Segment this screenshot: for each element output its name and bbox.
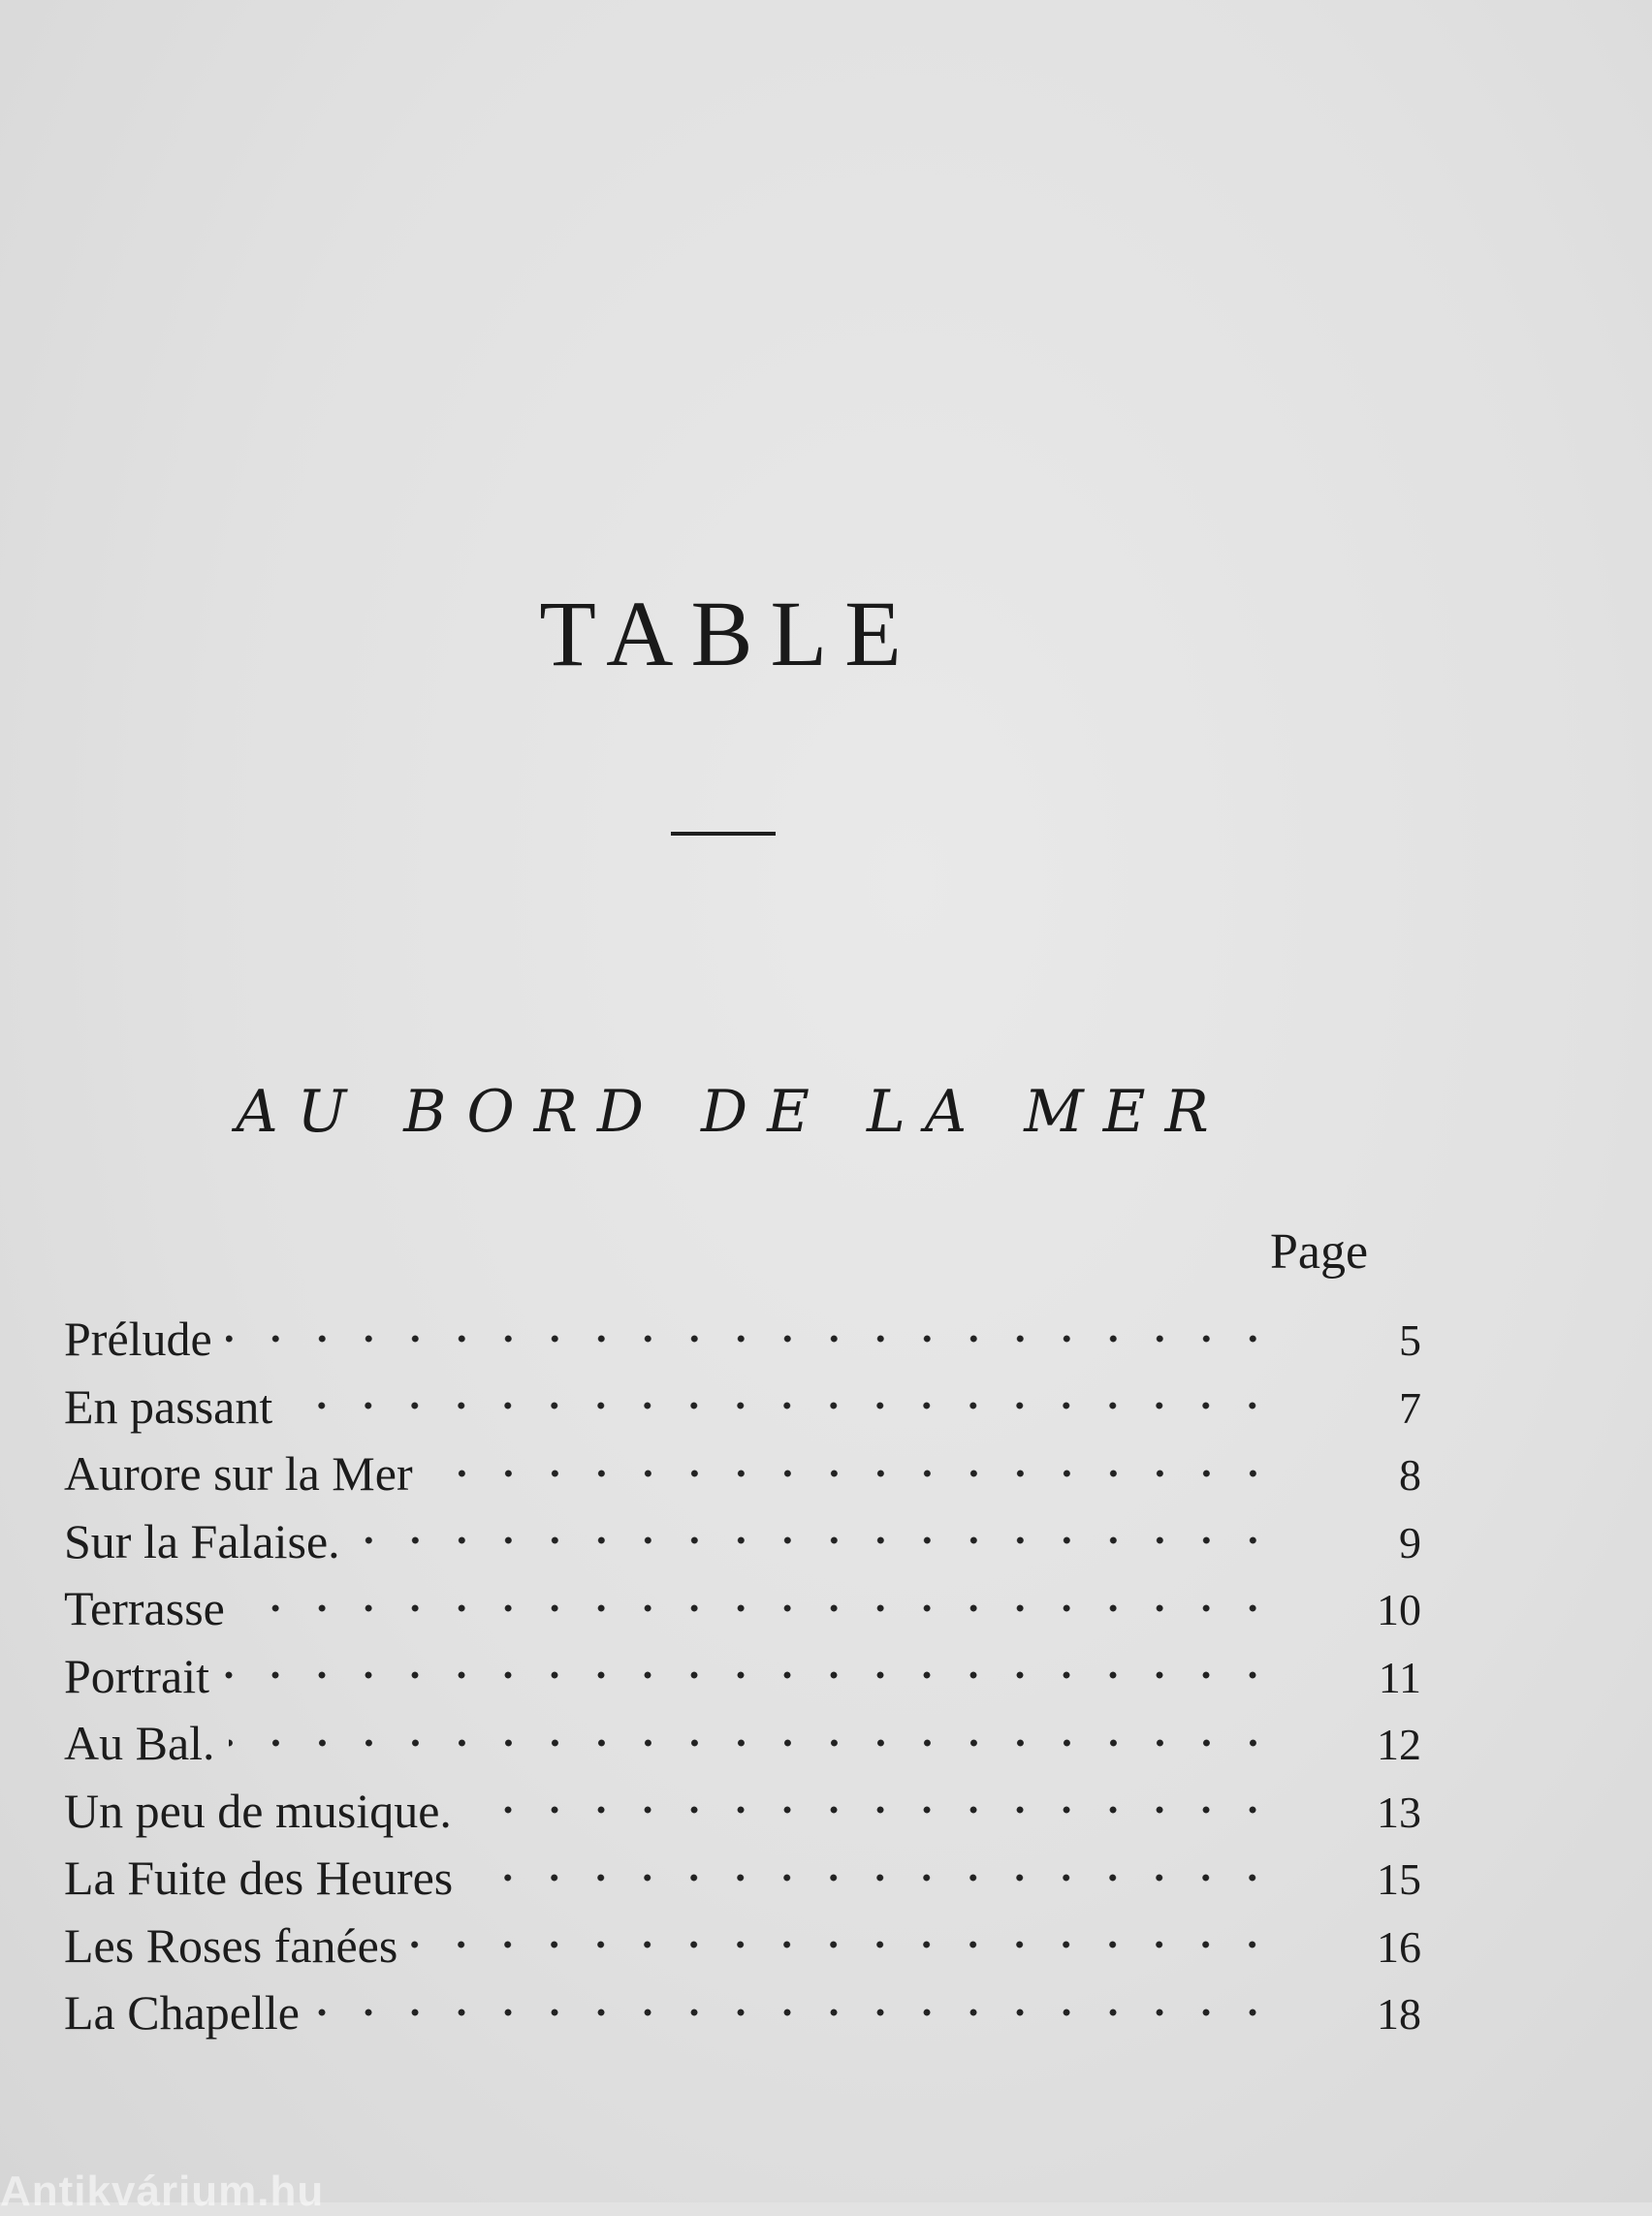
toc-entry — [64, 1378, 1421, 1446]
toc-entry-page: 11 — [1378, 1652, 1421, 1702]
section-heading: AU BORD DE LA MER — [236, 1078, 1228, 1146]
toc-entry-title: Sur la Falaise. — [64, 1513, 340, 1568]
dot-leader — [226, 1334, 1276, 1344]
dot-leader — [465, 1805, 1276, 1815]
watermark-text: Antikvárium.hu — [0, 2168, 325, 2215]
toc-entry-title: Aurore sur la Mer — [64, 1446, 413, 1501]
toc-entry-page: 12 — [1377, 1720, 1421, 1769]
toc-entry-title: La Chapelle — [64, 1985, 300, 2040]
toc-entry-title: Les Roses fanées — [64, 1917, 398, 1973]
toc-entry — [64, 1917, 1421, 1985]
toc-entry — [64, 1445, 1421, 1513]
toc-entry-title: Portrait — [64, 1648, 209, 1703]
toc-entry-page: 13 — [1377, 1787, 1421, 1837]
toc-entry — [64, 1580, 1421, 1648]
toc-entry-page: 18 — [1377, 1989, 1421, 2039]
toc-entry-title: Au Bal. — [64, 1716, 215, 1770]
toc-entry-title: Un peu de musique. — [64, 1783, 452, 1838]
toc-entry-title: En passant — [64, 1378, 273, 1434]
dot-leader — [411, 1940, 1276, 1949]
toc-entry — [64, 1783, 1421, 1851]
toc-entry-title: La Fuite des Heures — [64, 1851, 454, 1905]
toc-entry-page: 5 — [1399, 1315, 1421, 1365]
toc-entry-page: 7 — [1399, 1382, 1421, 1433]
title-rule-divider — [671, 832, 776, 836]
dot-leader — [354, 1535, 1276, 1545]
toc-entry — [64, 1850, 1421, 1917]
toc-entry — [64, 1984, 1421, 2052]
page-title: TABLE — [539, 582, 919, 685]
toc-entry-page: 10 — [1377, 1585, 1421, 1634]
page-column-header: Page — [1270, 1224, 1369, 1280]
dot-leader — [313, 2008, 1276, 2017]
toc-entry-page: 15 — [1377, 1854, 1421, 1904]
toc-entry — [64, 1513, 1421, 1581]
toc-entry — [64, 1715, 1421, 1783]
toc-entry-title: Terrasse — [64, 1581, 225, 1635]
toc-entry-page: 8 — [1399, 1450, 1421, 1500]
table-of-contents — [64, 1311, 1421, 2052]
toc-entry-title: Prélude — [64, 1312, 212, 1366]
dot-leader — [427, 1469, 1276, 1478]
toc-entry-page: 9 — [1399, 1517, 1421, 1567]
toc-entry — [64, 1311, 1421, 1378]
dot-leader — [223, 1670, 1276, 1680]
dot-leader — [229, 1738, 1276, 1748]
dot-leader — [286, 1401, 1276, 1410]
toc-entry-page: 16 — [1377, 1921, 1421, 1972]
dot-leader — [238, 1603, 1276, 1613]
dot-leader — [466, 1873, 1276, 1883]
toc-entry — [64, 1648, 1421, 1716]
